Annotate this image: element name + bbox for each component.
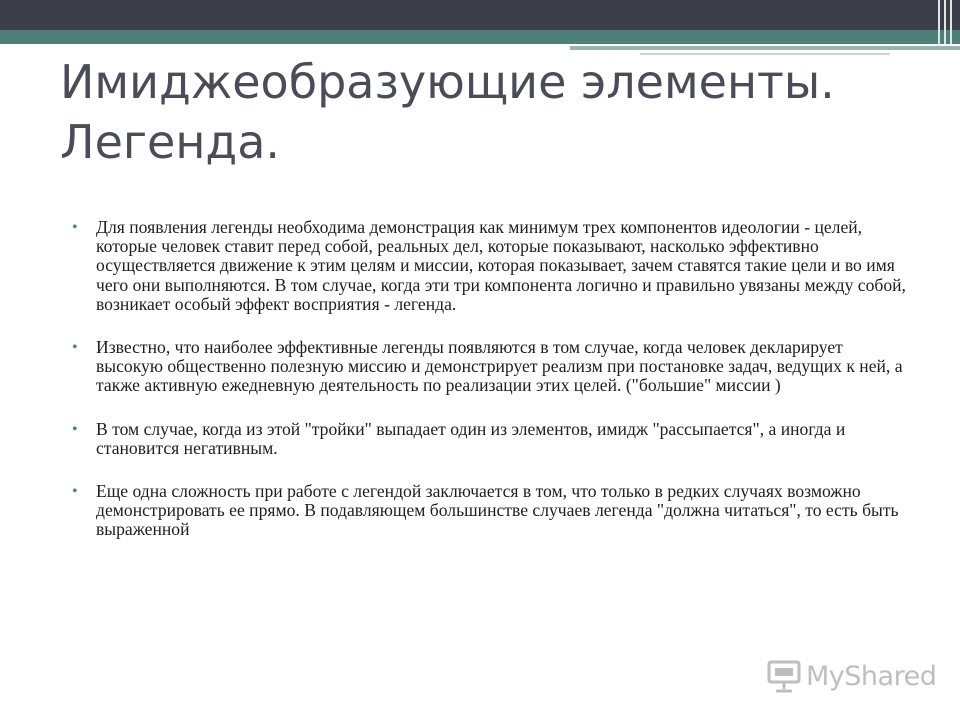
bullet-item xyxy=(72,420,912,458)
bullet-text: Для появления легенды необходима демонстрация как минимум трех компонентов идеологии - целей, которые человек ставит перед собой, реальных дел, которые показывают, насколько эффективно осуществляется движение к этим целям и миссии, которая показывает, зачем ставятся такие цели и во имя чего они выполняются. В том случае, когда эти три компонента логично и правильно увязаны между собой, возникает особый эффект восприятия - легенда. xyxy=(96,217,906,314)
watermark-text: MyShared xyxy=(806,660,937,692)
bullet-text: Известно, что наиболее эффективные легенды появляются в том случае, когда человек декларирует высокую общественно полезную миссию и демонстрирует реализм при постановке задач, ведущих к ней, а также активную ежедневную деятельность по реализации этих целей. ("большие" миссии ) xyxy=(96,337,903,396)
bullet-item xyxy=(72,338,912,396)
corner-decoration xyxy=(930,0,960,44)
header-accent-line xyxy=(570,46,960,50)
header-band-dark xyxy=(0,0,960,30)
bullet-item xyxy=(72,218,912,314)
bullet-icon: • xyxy=(72,483,78,501)
slide-title: Имиджеобразующие элементы. Легенда. xyxy=(60,55,835,169)
myshared-watermark xyxy=(766,656,936,696)
bullet-list xyxy=(72,218,912,564)
header-band-teal xyxy=(0,30,960,44)
bullet-text: В том случае, когда из этой "тройки" выпадает один из элементов, имидж "рассыпается", а иногда и становится негативным. xyxy=(96,418,846,458)
bullet-item xyxy=(72,482,912,540)
presentation-board-icon xyxy=(766,659,802,693)
bullet-text: Еще одна сложность при работе с легендой заключается в том, что только в редких случаях возможно демонстрировать ее прямо. В подавляющем большинстве случаев легенда "должна читаться", то есть быть выраженной xyxy=(96,481,899,540)
bullet-icon: • xyxy=(72,420,78,438)
bullet-icon: • xyxy=(72,219,78,236)
bullet-icon: • xyxy=(72,339,78,357)
